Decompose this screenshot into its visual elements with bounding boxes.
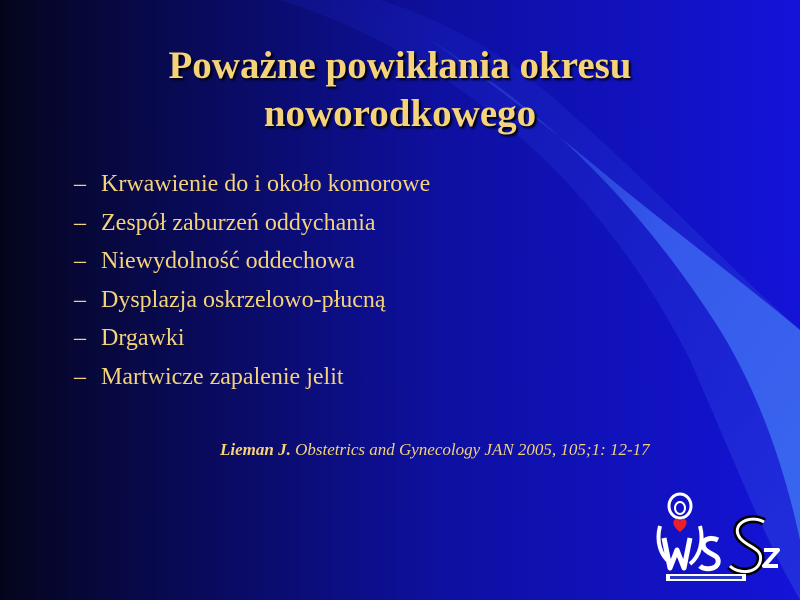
title-line-2: noworodkowego	[263, 92, 537, 135]
wssz-logo-icon	[646, 486, 786, 586]
citation-author: Lieman J.	[220, 440, 291, 459]
bullet-text: Zespół zaburzeń oddychania	[101, 209, 376, 236]
citation-source: Obstetrics and Gynecology JAN 2005, 105;1: 12-17	[295, 440, 650, 459]
bullet-item	[74, 205, 430, 244]
dash-marker-icon: –	[74, 286, 86, 313]
citation	[220, 440, 650, 460]
dash-marker-icon: –	[74, 363, 86, 390]
dash-marker-icon: –	[74, 248, 86, 274]
title-line-1: Poważne powikłania okresu	[168, 44, 632, 87]
bullet-text: Martwicze zapalenie jelit	[101, 363, 344, 390]
slide-title	[60, 42, 740, 138]
dash-marker-icon: –	[74, 171, 86, 197]
bullet-list	[74, 166, 430, 397]
bullet-text: Dysplazja oskrzelowo-płucną	[101, 286, 386, 313]
bullet-item	[74, 243, 430, 282]
bullet-item	[74, 359, 430, 398]
bullet-text: Niewydolność oddechowa	[101, 248, 355, 274]
bullet-item	[74, 282, 430, 321]
bullet-item	[74, 166, 430, 205]
dash-marker-icon: –	[74, 209, 86, 236]
bullet-text: Krwawienie do i około komorowe	[101, 171, 431, 197]
dash-marker-icon: –	[74, 325, 86, 351]
bullet-item	[74, 320, 430, 359]
bullet-text: Drgawki	[101, 325, 185, 351]
